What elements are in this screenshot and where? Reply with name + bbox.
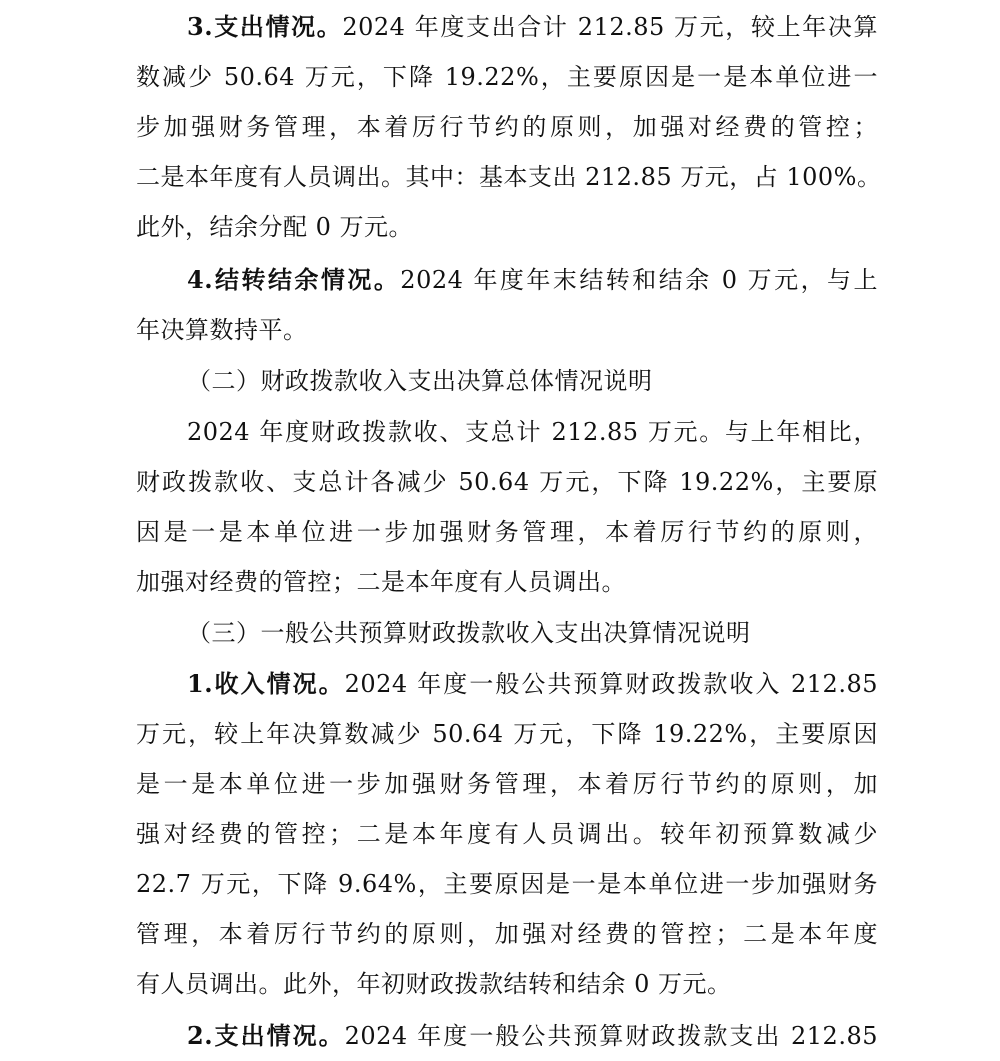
section-heading: （二）财政拨款收入支出决算总体情况说明 <box>187 367 653 395</box>
paragraph-text: 2024 年度一般公共预算财政拨款支出 212.85 <box>344 1022 878 1050</box>
paragraph-line <box>187 659 878 709</box>
paragraph-line <box>187 2 878 52</box>
paragraph-line: 2024 年度财政拨款收、支总计 212.85 万元。与上年相比， <box>187 418 878 446</box>
section-heading: （三）一般公共预算财政拨款收入支出决算情况说明 <box>187 619 751 647</box>
paragraph-text: 2024 年度一般公共预算财政拨款收入 212.85 <box>344 670 878 698</box>
paragraph-line: 数减少 50.64 万元，下降 19.22%，主要原因是一是本单位进一 <box>136 63 878 91</box>
paragraph-line: 二是本年度有人员调出。其中：基本支出 212.85 万元，占 100%。 <box>136 163 882 191</box>
paragraph-text: 2024 年度支出合计 212.85 万元，较上年决算 <box>342 13 878 41</box>
paragraph-line: 万元，较上年决算数减少 50.64 万元，下降 19.22%，主要原因 <box>136 720 878 748</box>
section-lead: 4.结转结余情况。 <box>187 265 401 294</box>
paragraph-line: 财政拨款收、支总计各减少 50.64 万元，下降 19.22%，主要原 <box>136 468 878 496</box>
paragraph-line <box>187 255 878 305</box>
paragraph-line: 强对经费的管控；二是本年度有人员调出。较年初预算数减少 <box>136 820 878 848</box>
paragraph-text: 2024 年度年末结转和结余 0 万元，与上 <box>400 266 878 294</box>
paragraph-line: 是一是本单位进一步加强财务管理，本着厉行节约的原则，加 <box>136 770 878 798</box>
paragraph-line: 22.7 万元，下降 9.64%，主要原因是一是本单位进一步加强财务 <box>136 870 878 898</box>
paragraph-line: 加强对经费的管控；二是本年度有人员调出。 <box>136 568 626 596</box>
paragraph-line: 此外，结余分配 0 万元。 <box>136 213 414 241</box>
section-lead: 1.收入情况。 <box>187 669 345 698</box>
paragraph-line: 因是一是本单位进一步加强财务管理，本着厉行节约的原则， <box>136 518 878 546</box>
paragraph-line: 步加强财务管理，本着厉行节约的原则，加强对经费的管控； <box>136 113 878 141</box>
paragraph-line <box>187 1011 878 1061</box>
paragraph-line: 有人员调出。此外，年初财政拨款结转和结余 0 万元。 <box>136 970 732 998</box>
paragraph-line: 年决算数持平。 <box>136 316 308 344</box>
section-lead: 2.支出情况。 <box>187 1021 345 1050</box>
section-lead: 3.支出情况。 <box>187 12 343 41</box>
paragraph-line: 管理，本着厉行节约的原则，加强对经费的管控；二是本年度 <box>136 920 878 948</box>
